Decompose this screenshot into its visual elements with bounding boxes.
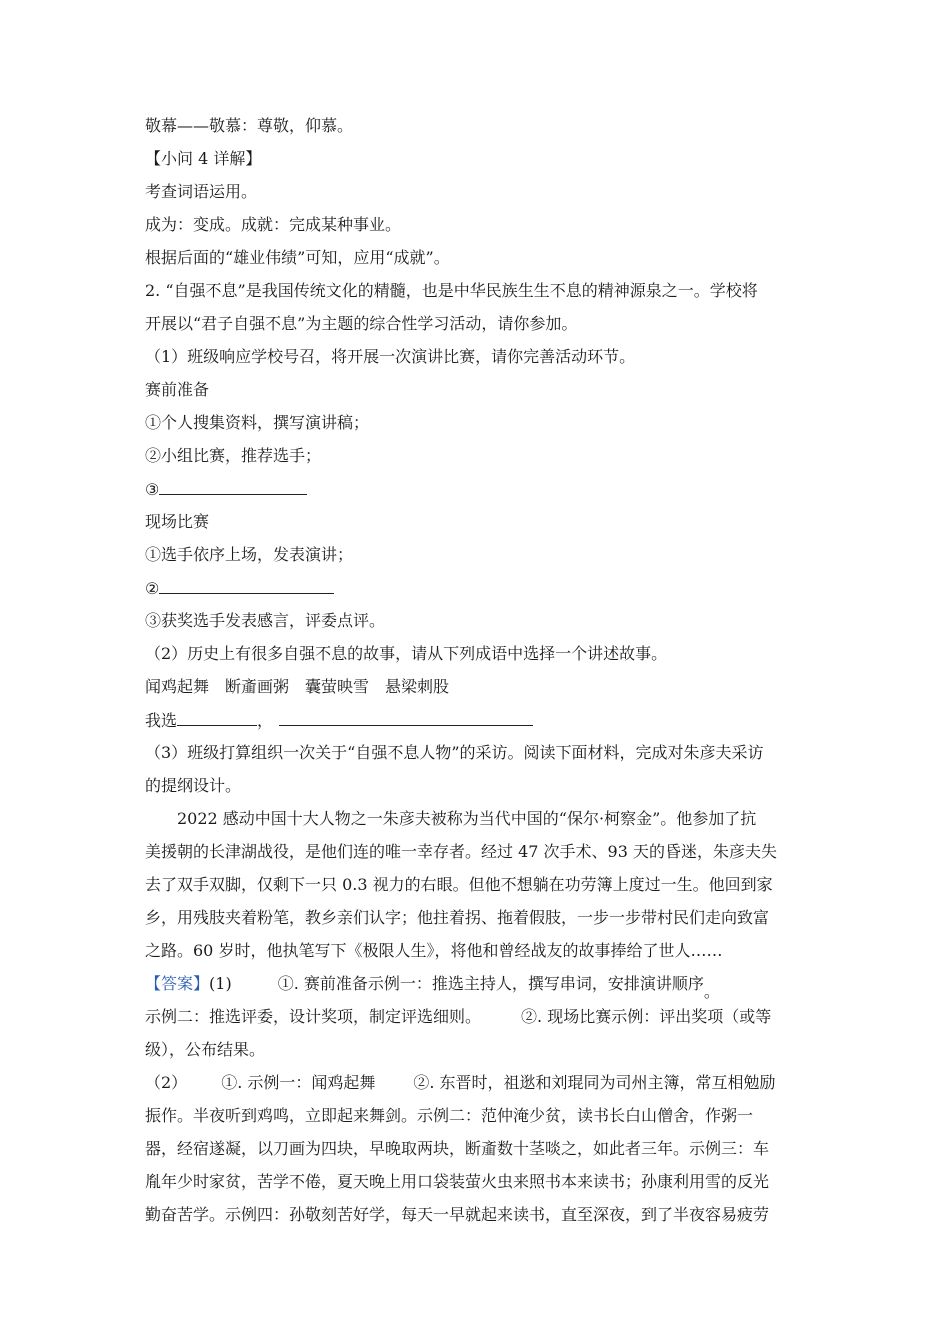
text-line: 成为：变成。成就：完成某种事业。 [145, 215, 402, 234]
idiom-options: 闻鸡起舞 断齑画粥 囊萤映雪 悬梁刺股 [145, 677, 450, 696]
text-line: 考查词语运用。 [145, 182, 258, 201]
text-line: ①选手依序上场，发表演讲； [145, 545, 354, 564]
answer-text: ①. 赛前准备示例一：推选主持人，撰写串词，安排演讲顺序 [277, 974, 704, 993]
answer-blank[interactable] [159, 479, 307, 495]
question-line: 开展以“君子自强不息”为主题的综合性学习活动，请你参加。 [145, 314, 578, 333]
sub-question: 的提纲设计。 [145, 776, 242, 795]
item-marker: ③ [145, 480, 160, 499]
fill-line [145, 479, 307, 499]
answer-line [145, 1073, 776, 1093]
answer-line [145, 974, 720, 1001]
text-line: ①个人搜集资料，撰写演讲稿； [145, 413, 370, 432]
text-line: 现场比赛 [145, 512, 210, 531]
answer-line: 振作。半夜听到鸡鸣，立即起来舞剑。示例二：范仲淹少贫，读书长白山僧舍，作粥一 [145, 1106, 754, 1125]
answer-text: ②. 东晋时，祖逖和刘琨同为司州主簿，常互相勉励 [413, 1073, 776, 1092]
fill-line [145, 578, 334, 598]
sub-question: （3）班级打算组织一次关于“自强不息人物”的采访。阅读下面材料，完成对朱彦夫采访 [145, 743, 764, 762]
answer-line [145, 1007, 771, 1027]
answer-text: ②. 现场比赛示例：评出奖项（或等 [521, 1007, 772, 1026]
answer-line: 胤年少时家贫，苦学不倦，夏天晚上用口袋装萤火虫来照书本来读书；孙康利用雪的反光 [145, 1172, 770, 1191]
fill-line [145, 710, 533, 730]
answer-label: 【答案】 [145, 974, 210, 993]
material-line: 乡，用残肢夹着粉笔，教乡亲们认字；他拄着拐、拖着假肢，一步一步带村民们走向致富 [145, 908, 770, 927]
answer-blank[interactable] [177, 710, 257, 726]
answer-part-number: (1) [209, 974, 232, 993]
material-line: 之路。60 岁时，他执笔写下《极限人生》，将他和曾经战友的故事捧给了世人…… [145, 941, 723, 960]
answer-blank[interactable] [279, 710, 533, 726]
text-line: 根据后面的“雄业伟绩”可知，应用“成就”。 [145, 248, 450, 267]
material-line: 去了双手双脚，仅剩下一只 0.3 视力的右眼。但他不想躺在功劳簿上度过一生。他回到家 [145, 875, 773, 894]
sub-question: （1）班级响应学校号召，将开展一次演讲比赛，请你完善活动环节。 [145, 347, 636, 366]
text-line: ③获奖选手发表感言，评委点评。 [145, 611, 386, 630]
answer-line: 勤奋苦学。示例四：孙敬刻苦好学，每天一早就起来读书，直至深夜，到了半夜容易疲劳 [145, 1205, 770, 1224]
text-line: 赛前准备 [145, 380, 210, 399]
question-line: 2. “自强不息”是我国传统文化的精髓，也是中华民族生生不息的精神源泉之一。学校将 [145, 281, 758, 300]
answer-line: 器，经宿遂凝，以刀画为四块，早晚取两块，断齑数十茎啖之，如此者三年。示例三：车 [145, 1139, 770, 1158]
comma: ， [257, 711, 274, 730]
sub-question: （2）历史上有很多自强不息的故事，请从下列成语中选择一个讲述故事。 [145, 644, 668, 663]
answer-text: ①. 示例一：闻鸡起舞 [221, 1073, 376, 1092]
answer-text: 示例二：推选评委，设计奖项，制定评选细则。 [145, 1007, 482, 1026]
fill-label: 我选 [145, 711, 178, 730]
section-heading: 【小问 4 详解】 [145, 149, 262, 168]
text-line: 敬幕——敬慕：尊敬，仰慕。 [145, 116, 354, 135]
material-line: 2022 感动中国十大人物之一朱彦夫被称为当代中国的“保尔·柯察金”。他参加了抗 [177, 809, 757, 828]
answer-part-number: （2） [145, 1073, 188, 1092]
answer-line: 级），公布结果。 [145, 1040, 266, 1059]
text-line: ②小组比赛，推荐选手； [145, 446, 322, 465]
answer-blank[interactable] [159, 578, 334, 594]
material-line: 美援朝的长津湖战役，是他们连的唯一幸存者。经过 47 次手术、93 天的昏迷，朱彦夫失 [145, 842, 777, 861]
item-marker: ② [145, 579, 160, 598]
answer-period: 。 [703, 982, 720, 1001]
